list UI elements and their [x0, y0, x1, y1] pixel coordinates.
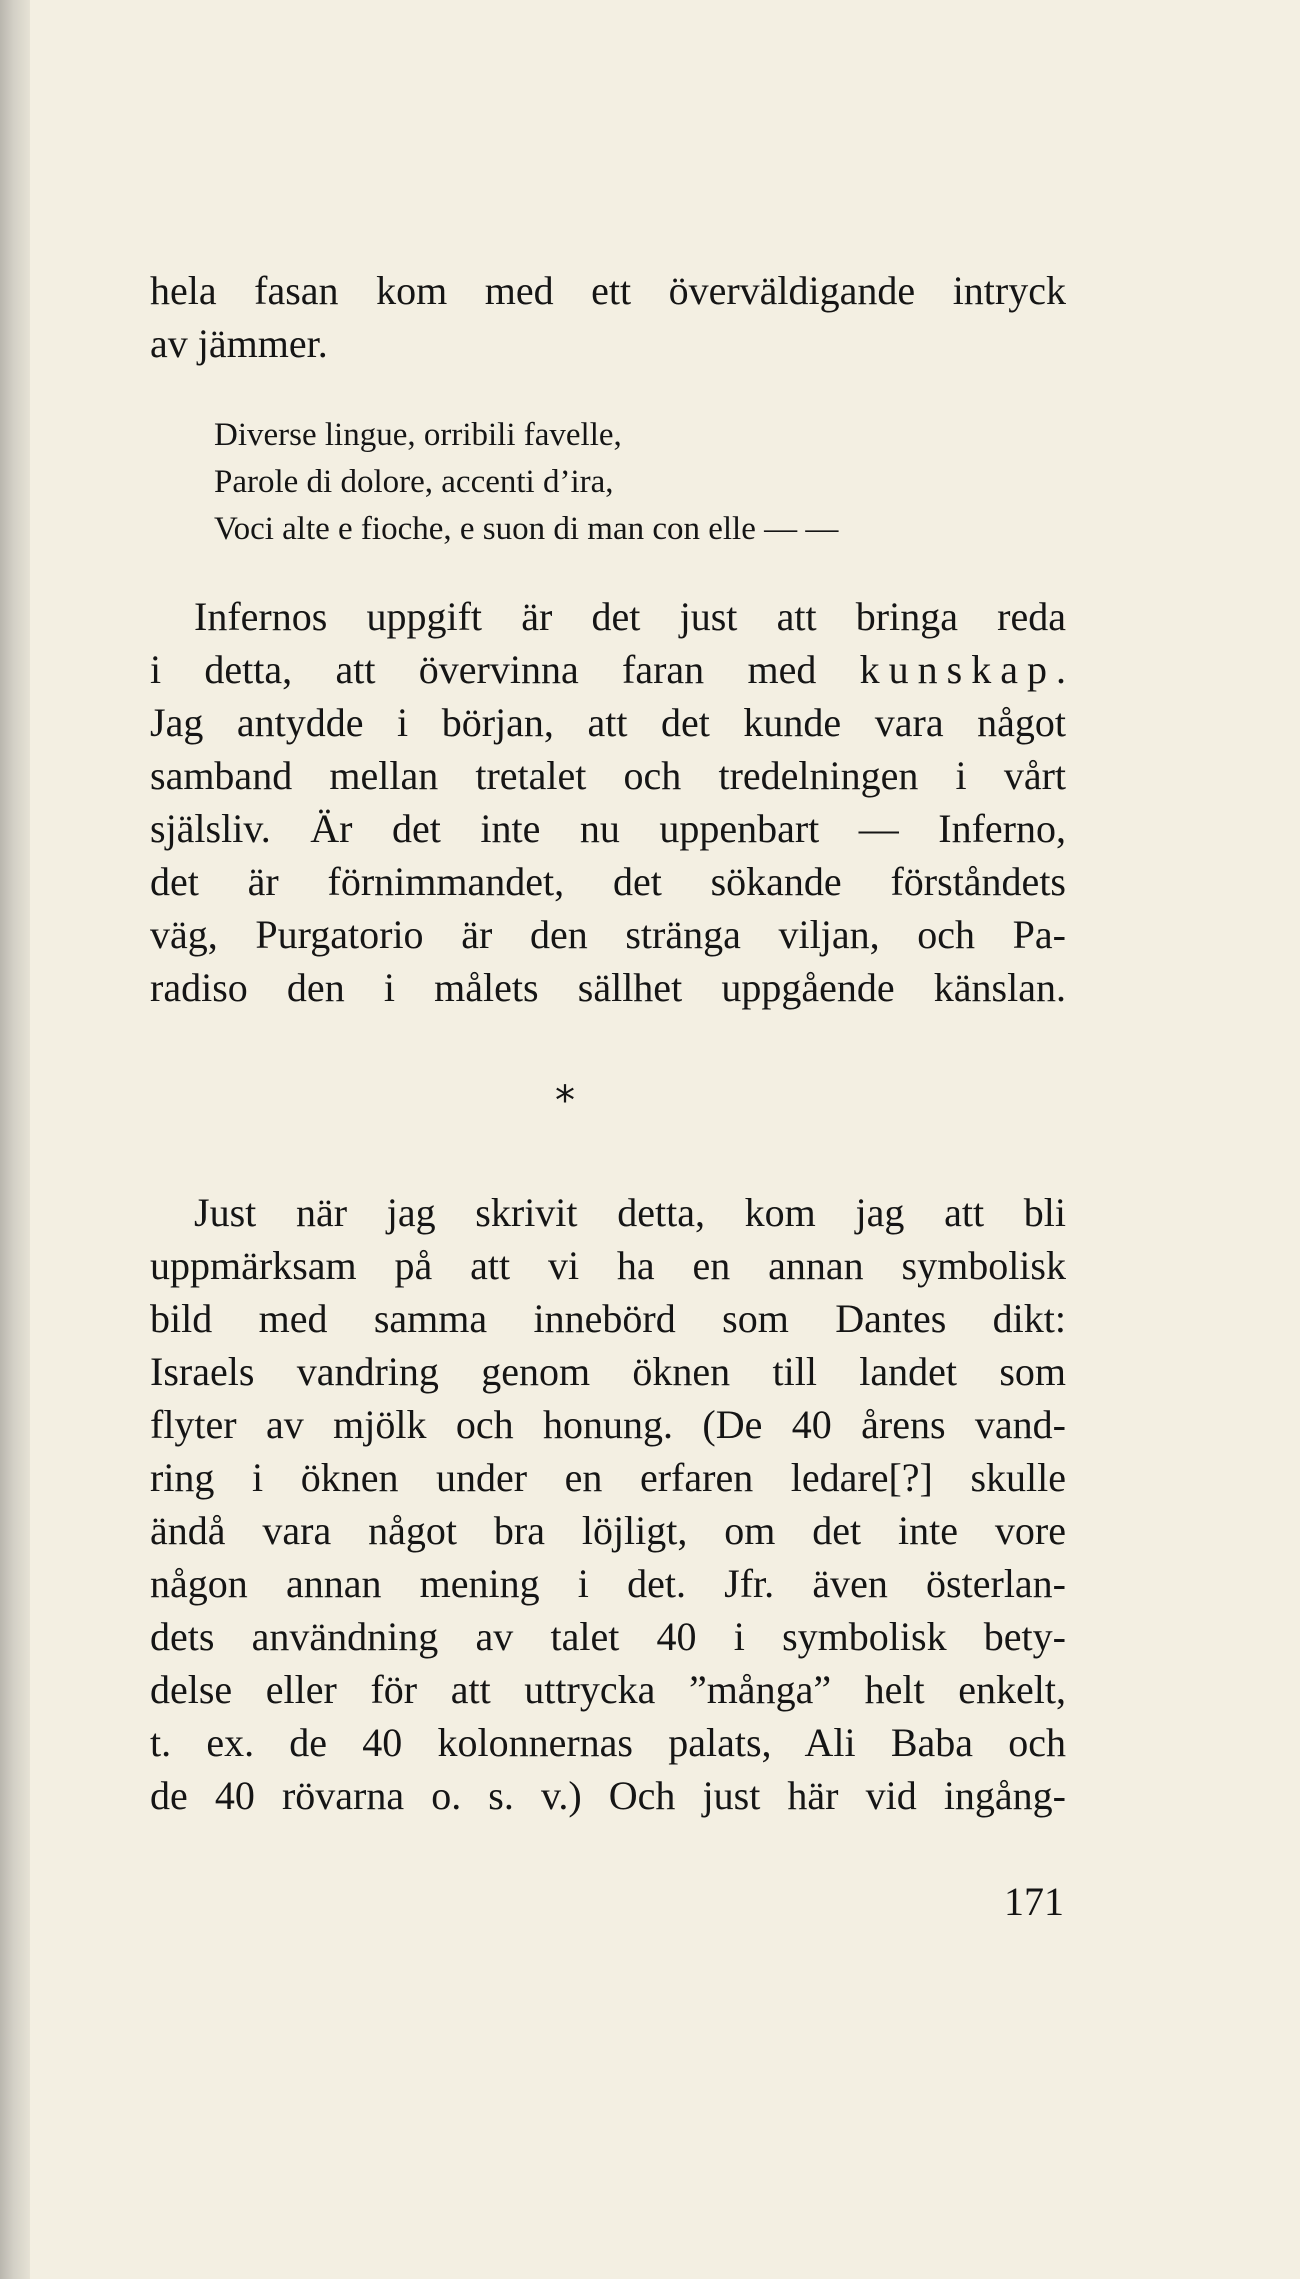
section-separator-asterisk: *: [555, 1078, 575, 1124]
line-text: .: [1056, 647, 1066, 692]
verse-quotation: [214, 412, 838, 553]
paragraph-inferno: [150, 590, 1066, 1014]
paragraph-top: [150, 264, 1066, 370]
page-number: 171: [1004, 1879, 1064, 1924]
paragraph-line: delse eller för att uttrycka ”många” helt enkelt,: [150, 1667, 1066, 1712]
paragraph-line: t. ex. de 40 kolonnernas palats, Ali Baba och: [150, 1720, 1066, 1765]
verse-line: Parole di dolore, accenti d’ira,: [214, 464, 614, 500]
paragraph-line: de 40 rövarna o. s. v.) Och just här vid ingång-: [150, 1773, 1066, 1818]
paragraph-line: väg, Purgatorio är den stränga viljan, och Pa-: [150, 912, 1066, 957]
paragraph-line: Infernos uppgift är det just att bringa reda: [194, 594, 1066, 639]
paragraph-line: dets användning av talet 40 i symbolisk bety-: [150, 1614, 1066, 1659]
paragraph-line: ring i öknen under en erfaren ledare[?] skulle: [150, 1455, 1066, 1500]
paragraph-line: någon annan mening i det. Jfr. även österlan-: [150, 1561, 1066, 1606]
line-text: i detta, att övervinna faran med: [150, 647, 860, 692]
paragraph-israel: [150, 1186, 1066, 1822]
paragraph-line: ändå vara något bra löjligt, om det inte vore: [150, 1508, 1066, 1553]
paragraph-line: Just när jag skrivit detta, kom jag att bli: [194, 1190, 1066, 1235]
paragraph-line: hela fasan kom med ett överväldigande intryck: [150, 268, 1066, 313]
spaced-emphasis-word: kunskap: [859, 647, 1056, 692]
paragraph-line: av jämmer.: [150, 321, 328, 366]
paragraph-line: radiso den i målets sällhet uppgående känslan.: [150, 965, 1066, 1010]
paragraph-line: Israels vandring genom öknen till landet som: [150, 1349, 1066, 1394]
paragraph-line: samband mellan tretalet och tredelningen i vårt: [150, 753, 1066, 798]
verse-line: Voci alte e fioche, e suon di man con elle — —: [214, 511, 839, 547]
paragraph-line: Jag antydde i början, att det kunde vara något: [150, 700, 1066, 745]
verse-line: Diverse lingue, orribili favelle,: [214, 417, 622, 453]
paragraph-line-emphasis: [150, 643, 1066, 696]
paragraph-line: bild med samma innebörd som Dantes dikt:: [150, 1296, 1066, 1341]
paragraph-line: flyter av mjölk och honung. (De 40 årens vand-: [150, 1402, 1066, 1447]
paragraph-line: det är förnimmandet, det sökande förståndets: [150, 859, 1066, 904]
paragraph-line: uppmärksam på att vi ha en annan symbolisk: [150, 1243, 1066, 1288]
page-spine-shadow: [0, 0, 30, 2279]
paragraph-line: själsliv. Är det inte nu uppenbart — Inferno,: [150, 806, 1066, 851]
